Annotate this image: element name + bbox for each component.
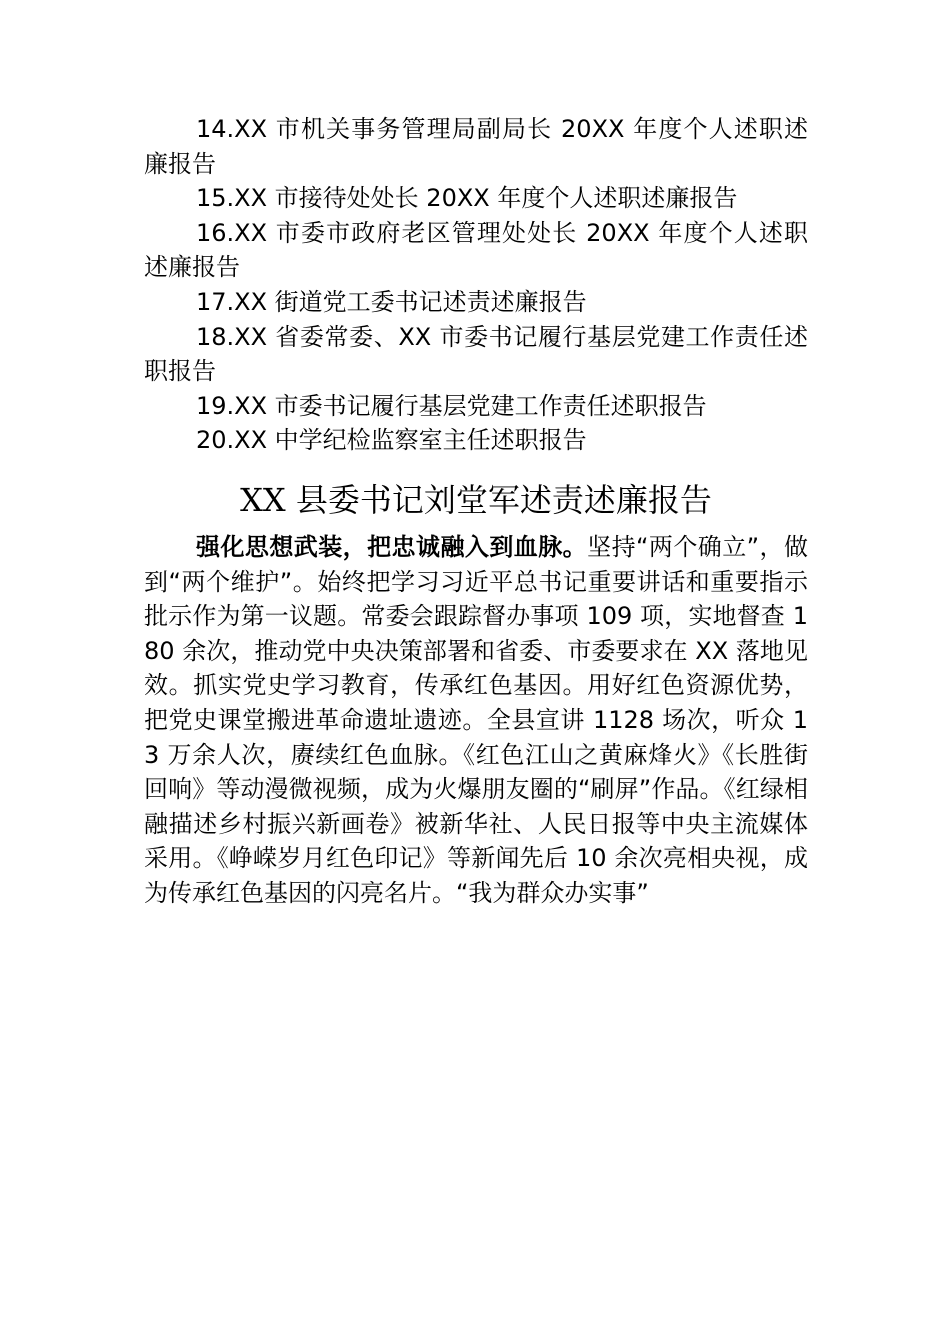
body-paragraph bbox=[144, 530, 808, 911]
toc-item-16: 16.XX 市委市政府老区管理处处长 20XX 年度个人述职述廉报告 bbox=[144, 218, 808, 282]
document-title: XX 县委书记刘堂军述责述廉报告 bbox=[240, 480, 712, 519]
toc-item-14: 14.XX 市机关事务管理局副局长 20XX 年度个人述职述廉报告 bbox=[144, 115, 808, 178]
paragraph-text: 坚持“两个确立”，做到“两个维护”。始终把学习习近平总书记重要讲话和重要指示批示作为第一议题。常委会跟踪督办事项 109 项，实地督查 180 余次，推动党中央决策部署和省委、市委要求在 XX 落地见效。抓实党史学习教育，传承红色基因。用好红色资源优势，把党史课堂搬进革命遗址遗迹。全县宣讲 1128 场次，听众 13 万余人次，赓续红色血脉。《红色江山之黄麻烽火》《长胜街回响》等动漫微视频，成为火爆朋友圈的“刷屏”作品。《红绿相融描述乡村振兴新画卷》被新华社、人民日报等中央主流媒体采用。《峥嵘岁月红色印记》等新闻先后 10 余次亮相央视，成为传承红色基因的闪亮名片。“我为群众办实事” bbox=[144, 532, 808, 907]
toc-item-17: 17.XX 街道党工委书记述责述廉报告 bbox=[196, 287, 587, 316]
toc-item-20: 20.XX 中学纪检监察室主任述职报告 bbox=[196, 426, 587, 455]
toc-list bbox=[144, 112, 808, 458]
page-content bbox=[144, 112, 808, 910]
toc-item-19: 19.XX 市委书记履行基层党建工作责任述职报告 bbox=[196, 391, 707, 420]
toc-item-18: 18.XX 省委常委、XX 市委书记履行基层党建工作责任述职报告 bbox=[144, 322, 808, 386]
toc-item-15: 15.XX 市接待处处长 20XX 年度个人述职述廉报告 bbox=[196, 184, 738, 213]
paragraph-lead: 强化思想武装，把忠诚融入到血脉。 bbox=[196, 532, 588, 561]
